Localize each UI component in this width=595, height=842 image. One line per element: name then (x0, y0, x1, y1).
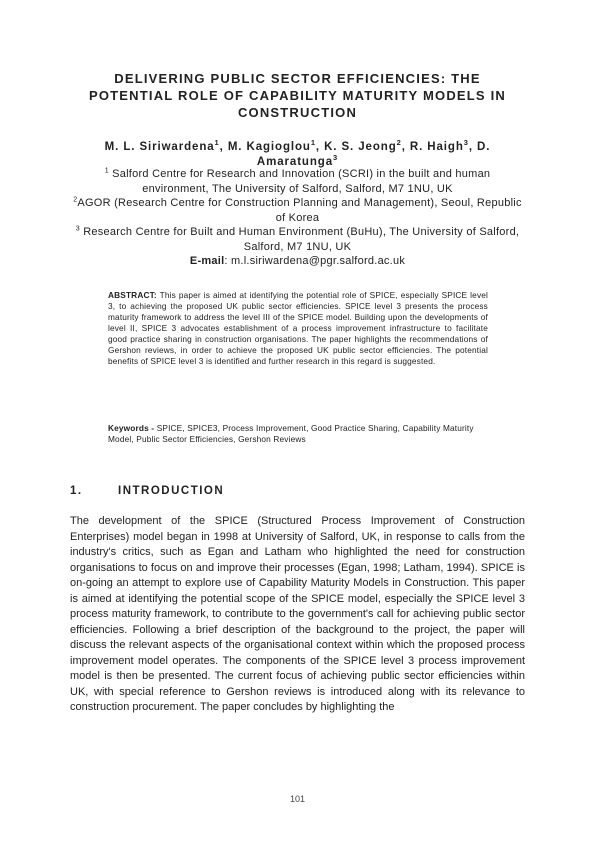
author-name: D. Amaratunga (256, 141, 491, 168)
email-line (70, 254, 525, 269)
page-number: 101 (289, 794, 306, 804)
affiliation (70, 196, 525, 225)
author-affil-mark: 1 (214, 138, 220, 148)
author-name: R. Haigh (409, 141, 464, 153)
affiliation-text: Salford Centre for Research and Innovation (SCRI) in the built and human environment, The University of Salford, Salford, M7 1NU, UK (112, 168, 491, 195)
abstract (108, 290, 488, 367)
email-colon: : (224, 255, 232, 267)
author-affil-mark: 3 (333, 153, 339, 163)
abstract-label: ABSTRACT: (108, 290, 157, 300)
email-label: E-mail (189, 255, 225, 267)
affiliation-mark: 1 (104, 167, 109, 175)
author-affil-mark: 1 (310, 138, 316, 148)
affiliation-text: Research Centre for Built and Human Environment (BuHu), The University of Salford, Salford, M7 1NU, UK (83, 226, 520, 253)
section-heading (70, 485, 525, 497)
section-title: INTRODUCTION (118, 485, 225, 497)
affiliations (70, 167, 525, 269)
author-list: M. L. Siriwardena$^1$, M. Kagioglou$^1$, K. S. Jeong$^2$, R. Haigh$^3$, D. Amaratunga$^3$ (104, 138, 491, 168)
paper-title (60, 70, 535, 121)
title-line: CONSTRUCTION (237, 105, 358, 120)
affiliation (70, 167, 525, 196)
title-line: POTENTIAL ROLE OF CAPABILITY MATURITY MODELS IN (88, 88, 507, 103)
keywords-text: SPICE, SPICE3, Process Improvement, Good Practice Sharing, Capability Maturity Model, Public Sector Efficiencies, Gershon Reviews (108, 423, 474, 444)
keywords (108, 423, 488, 445)
author-name: M. L. Siriwardena (104, 141, 215, 153)
author-name: K. S. Jeong (324, 141, 397, 153)
author-name: M. Kagioglou (227, 141, 311, 153)
abstract-text: This paper is aimed at identifying the potential role of SPICE, especially SPICE level 3, to achieving the proposed UK public sector efficiencies. SPICE level 3 presents the process maturity framework to address the level III of the SPICE model. Building upon the developments of level II, SPICE 3 advocates establishment of a process improvement infrastructure to facilitate good practice sharing in construction organisations. The paper highlights the recommendations of Gershon reviews, in order to achieve the proposed UK public sector efficiencies. The potential benefits of SPICE level 3 is identified and further research in this regard is suggested. (108, 290, 488, 366)
keywords-label: Keywords - (108, 423, 155, 433)
title-line: DELIVERING PUBLIC SECTOR EFFICIENCIES: THE (114, 71, 481, 86)
email-address[interactable]: m.l.siriwardena@pgr.salford.ac.uk (231, 255, 406, 267)
author-affil-mark: 3 (463, 138, 469, 148)
affiliation-mark: 2 (73, 196, 78, 204)
section-number: 1. (70, 485, 83, 497)
author-affil-mark: 2 (396, 138, 402, 148)
affiliation (70, 225, 525, 254)
affiliation-mark: 3 (75, 225, 80, 233)
body-paragraph: The development of the SPICE (Structured Process Improvement of Construction Enterprises) model began in 1998 at University of Salford, UK, in response to calls from the industry's critics, such as Egan and Latham who highlighted the need for construction organisations to focus on and improve their processes (Egan, 1998; Latham, 1994). SPICE is on-going an attempt to explore use of Capability Maturity Models in Construction. This paper is aimed at identifying the potential scope of the SPICE model, especially the SPICE level 3 process maturity framework, to contribute to the government's call for achieving public sector efficiencies. Following a brief description of the background to the project, the paper will discuss the relevant aspects of the organisational context within which the proposed process improvement model operates. The components of the SPICE level 3 process improvement model is then be presented. The current focus of achieving public sector efficiencies within UK, with special reference to Gershon reviews is introduced along with its relevance to construction procurement. The paper concludes by highlighting the (70, 515, 525, 713)
affiliation-text: AGOR (Research Centre for Construction Planning and Management), Seoul, Republic of Korea (77, 197, 522, 224)
